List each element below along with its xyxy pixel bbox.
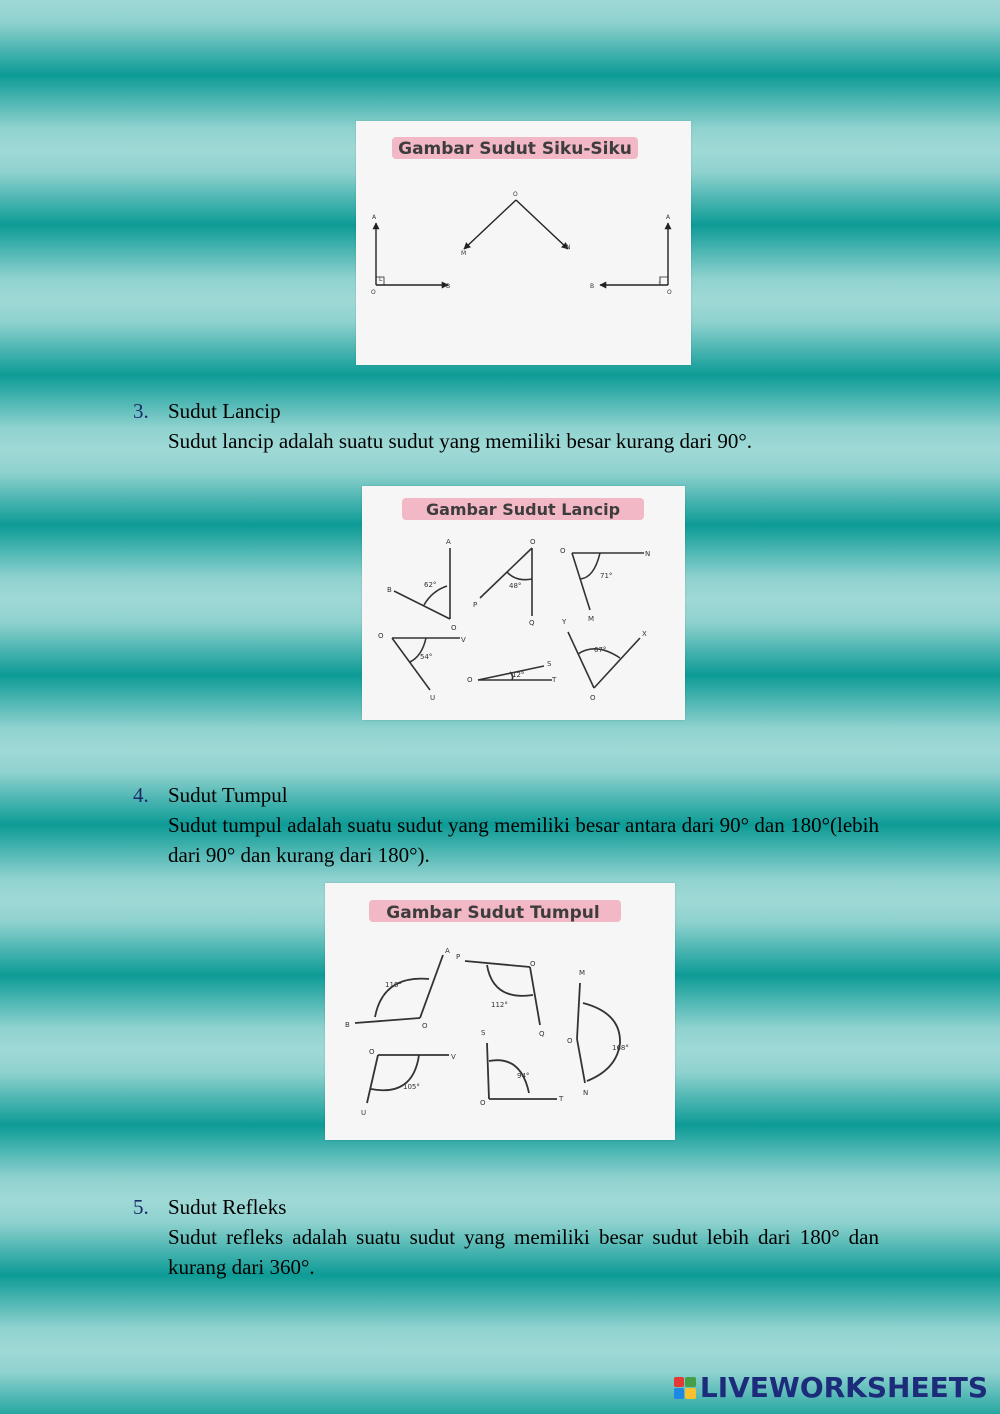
label-n: N [566, 244, 571, 251]
label-s: S [547, 660, 552, 668]
label-n: N [645, 550, 651, 558]
label-o: O [467, 676, 473, 684]
label-n: N [583, 1089, 589, 1097]
label-o: O [567, 1037, 573, 1045]
angle-116: 116° [385, 981, 402, 989]
section-description: Sudut refleks adalah suatu sudut yang memiliki besar sudut lebih dari 180° dan kurang dari 360°. [168, 1225, 879, 1279]
siku-diagram [356, 121, 691, 365]
label-o: O [530, 960, 536, 968]
label-l: L [379, 276, 383, 283]
label-o: O [369, 1048, 375, 1056]
angle-168: 168° [612, 1044, 629, 1052]
section-title: Sudut Tumpul [168, 783, 288, 807]
label-y: Y [562, 618, 567, 626]
section-sudut-lancip [133, 396, 879, 456]
label-m: M [588, 615, 595, 623]
label-o: O [667, 289, 672, 296]
label-m: M [461, 250, 467, 257]
section-sudut-refleks [133, 1192, 879, 1282]
label-x: X [642, 630, 647, 638]
label-o: O [480, 1099, 486, 1107]
label-o: O [378, 632, 384, 640]
liveworksheets-logo-icon [674, 1377, 696, 1399]
label-b: B [345, 1021, 350, 1029]
label-b: B [590, 283, 595, 290]
label-t: T [552, 676, 557, 684]
label-b: B [446, 283, 451, 290]
label-o: O [590, 694, 596, 702]
label-p: P [473, 601, 478, 609]
label-o: O [560, 547, 566, 555]
angle-94: 94° [517, 1072, 530, 1080]
label-q: Q [529, 619, 535, 627]
label-o: O [530, 538, 536, 546]
label-t: T [559, 1095, 564, 1103]
label-o: O [451, 624, 457, 632]
tumpul-diagram [325, 883, 675, 1140]
label-b: B [387, 586, 392, 594]
section-number: 3. [133, 399, 149, 423]
label-a: A [666, 214, 671, 221]
section-number: 5. [133, 1195, 149, 1219]
label-o: O [422, 1022, 428, 1030]
label-q: Q [539, 1030, 545, 1038]
label-a: A [446, 538, 451, 546]
angle-54: 54° [420, 653, 433, 661]
angle-112: 112° [491, 1001, 508, 1009]
angle-67: 67° [594, 646, 607, 654]
label-a: A [372, 214, 377, 221]
section-title: Sudut Lancip [168, 399, 281, 423]
angle-62: 62° [424, 581, 437, 589]
angle-105: 105° [403, 1083, 420, 1091]
label-p: P [456, 953, 461, 961]
label-a: A [445, 947, 450, 955]
section-sudut-tumpul [133, 780, 879, 870]
figure-sudut-lancip [362, 486, 685, 720]
angle-48: 48° [509, 582, 522, 590]
label-s: S [481, 1029, 486, 1037]
section-description: Sudut lancip adalah suatu sudut yang memiliki besar kurang dari 90°. [168, 429, 753, 453]
label-j: J [659, 276, 661, 283]
section-description: Sudut tumpul adalah suatu sudut yang memiliki besar antara dari 90° dan 180°(lebih dari 90° dan kurang dari 180°). [168, 813, 879, 867]
label-u: U [430, 694, 436, 702]
label-v: V [461, 636, 466, 644]
figure-sudut-siku [356, 121, 691, 365]
liveworksheets-brand[interactable] [674, 1371, 988, 1404]
figure-sudut-tumpul [325, 883, 675, 1140]
figure-title: Gambar Sudut Siku-Siku [398, 139, 632, 159]
figure-title: Gambar Sudut Tumpul [386, 903, 600, 923]
angle-71: 71° [600, 572, 613, 580]
lancip-diagram [362, 486, 685, 720]
figure-title: Gambar Sudut Lancip [425, 500, 621, 519]
brand-name: LIVEWORKSHEETS [699, 1371, 988, 1404]
label-v: V [451, 1053, 456, 1061]
label-u: U [361, 1109, 367, 1117]
angle-12: 12° [512, 671, 525, 679]
label-o: O [371, 289, 376, 296]
label-o-top: O [513, 191, 518, 198]
section-title: Sudut Refleks [168, 1195, 287, 1219]
section-number: 4. [133, 783, 149, 807]
label-m: M [579, 969, 586, 977]
